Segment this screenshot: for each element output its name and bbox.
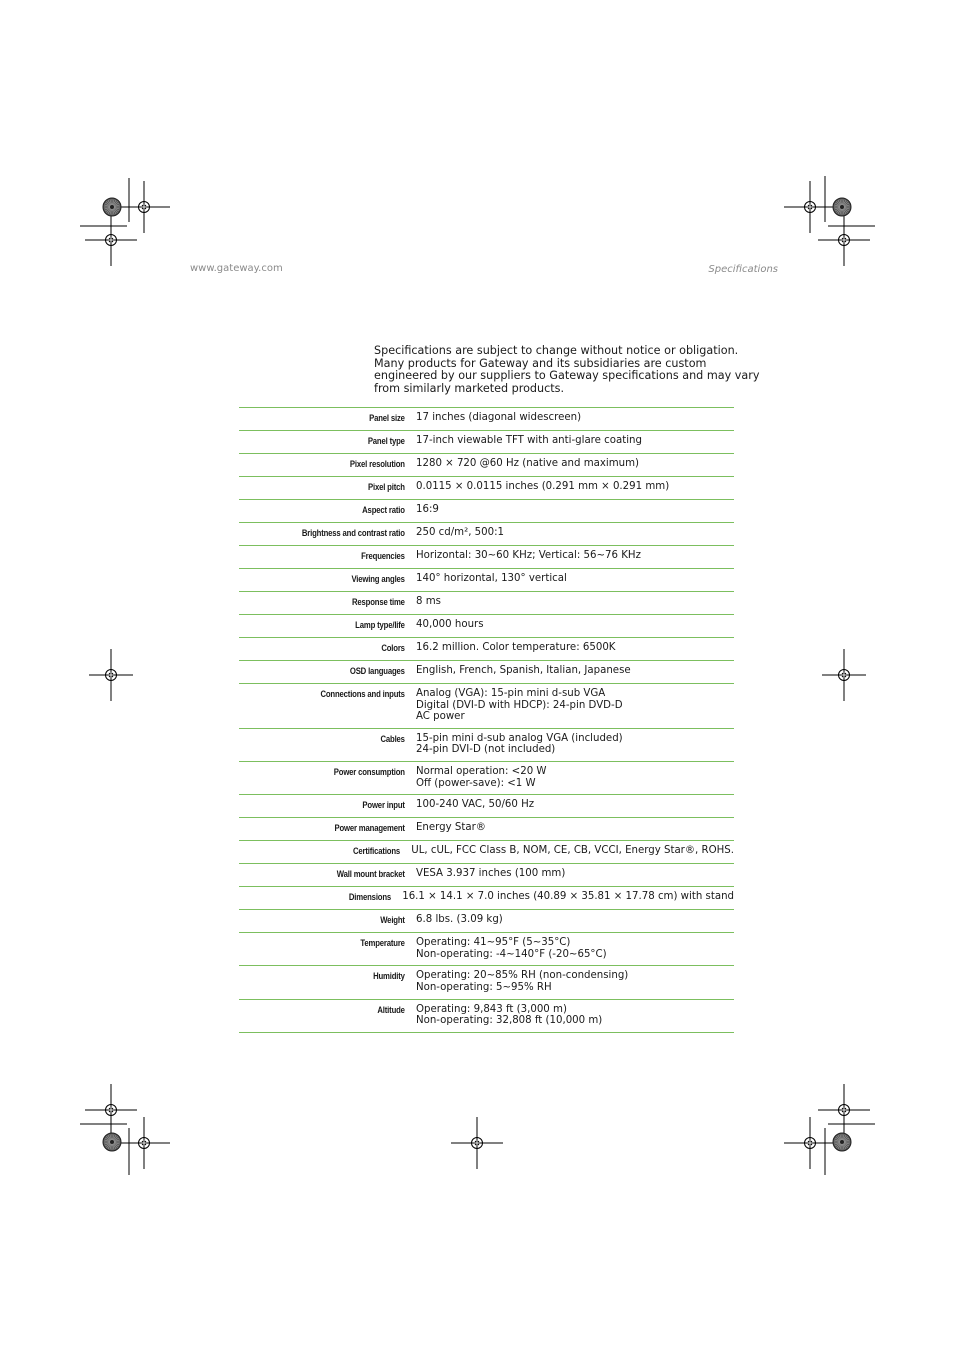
spec-value-line: 250 cd/m², 500:1 [416,527,505,538]
spec-label: Response time [351,597,405,607]
spec-value-line: 15-pin mini d-sub analog VGA (included) [416,732,623,744]
spec-label: Power consumption [333,766,405,777]
spec-value-line: 16.2 million. Color temperature: 6500K [416,642,616,653]
spec-value-line: Non-operating: -4~140°F (-20~65°C) [416,948,607,960]
spec-value-line: AC power [416,711,465,723]
spec-value-line: Digital (DVI-D with HDCP): 24-pin DVD-D [416,699,623,711]
color-target-icon [103,1133,121,1151]
spec-value-line: 40,000 hours [416,619,484,630]
spec-value-line: 16.1 × 14.1 × 7.0 inches (40.89 × 35.81 × 17.78 cm) with stand [402,891,734,903]
registration-mark-icon [784,1117,836,1169]
spec-value-line: English, French, Spanish, Italian, Japanese [416,665,631,676]
spec-value-line: Operating: 9,843 ft (3,000 m) [416,1003,567,1015]
registration-mark-icon [118,181,170,233]
spec-value-line: Non-operating: 32,808 ft (10,000 m) [416,1015,603,1027]
registration-mark-icon [822,649,866,701]
spec-label: Frequencies [361,551,405,561]
spec-value-line: Horizontal: 30~60 KHz; Vertical: 56~76 KHz [416,550,641,561]
registration-mark-icon [451,1117,503,1169]
spec-value-line: Energy Star® [416,822,486,834]
spec-value-line: 1280 × 720 @60 Hz (native and maximum) [416,458,640,469]
spec-label: Colors [381,643,405,653]
spec-value-line: Normal operation: <20 W [416,765,547,777]
header-url: www.gateway.com [190,263,283,274]
spec-label: Humidity [373,971,405,982]
spec-label: Weight [380,915,405,926]
spec-label: Wall mount bracket [336,869,405,880]
spec-label: Pixel resolution [349,459,405,469]
spec-label: Temperature [360,938,405,949]
spec-value-line: 140° horizontal, 130° vertical [416,573,567,584]
spec-value-line: Operating: 20~85% RH (non-condensing) [416,970,629,982]
spec-label: Viewing angles [351,574,405,584]
registration-mark-icon [784,181,836,233]
spec-label: Aspect ratio [362,505,405,515]
spec-value-line: 0.0115 × 0.0115 inches (0.291 mm × 0.291 mm) [416,481,670,492]
spec-value-line: Operating: 41~95°F (5~35°C) [416,937,571,949]
header-section-title: Specifications [708,264,778,275]
spec-label: Panel size [369,413,405,423]
registration-mark-icon [89,649,133,701]
spec-value-line: 17 inches (diagonal widescreen) [416,412,582,423]
spec-value-line: Off (power-save): <1 W [416,777,536,789]
spec-label: Altitude [377,1004,405,1015]
spec-label: Pixel pitch [367,482,405,492]
spec-label: OSD languages [349,666,405,676]
color-target-icon [103,198,121,216]
spec-value-line: 100-240 VAC, 50/60 Hz [416,799,535,811]
spec-value-line: 16:9 [416,504,439,515]
spec-label: Lamp type/life [355,620,405,630]
registration-mark-icon [118,1117,170,1169]
intro-paragraph: Specifications are subject to change without notice or obligation. Many products for Gateway and its subsidiaries are custom engineered by our suppliers to Gateway specifications and may vary from similarly marketed products. [374,344,760,395]
registration-mark-icon [818,1084,870,1136]
color-target-icon [833,198,851,216]
spec-label: Brightness and contrast ratio [301,528,405,538]
spec-label: Power management [334,823,405,834]
spec-value-line: 17-inch viewable TFT with anti-glare coating [416,435,642,446]
spec-value-line: 24-pin DVI-D (not included) [416,744,556,756]
spec-label: Connections and inputs [320,689,405,699]
spec-value-line: Non-operating: 5~95% RH [416,981,552,993]
color-target-icon [833,1133,851,1151]
spec-value-line: Analog (VGA): 15-pin mini d-sub VGA [416,688,606,699]
spec-label: Panel type [367,436,405,446]
spec-value-line: 6.8 lbs. (3.09 kg) [416,914,503,926]
registration-mark-icon [818,214,870,266]
spec-label: Cables [380,733,405,744]
spec-label: Dimensions [348,892,392,903]
spec-value-line: VESA 3.937 inches (100 mm) [416,868,566,880]
spec-value-line: UL, cUL, FCC Class B, NOM, CE, CB, VCCI, Energy Star®, ROHS. [411,845,734,857]
spec-label: Certifications [352,846,401,857]
spec-value-line: 8 ms [416,596,441,607]
spec-label: Power input [362,800,405,811]
